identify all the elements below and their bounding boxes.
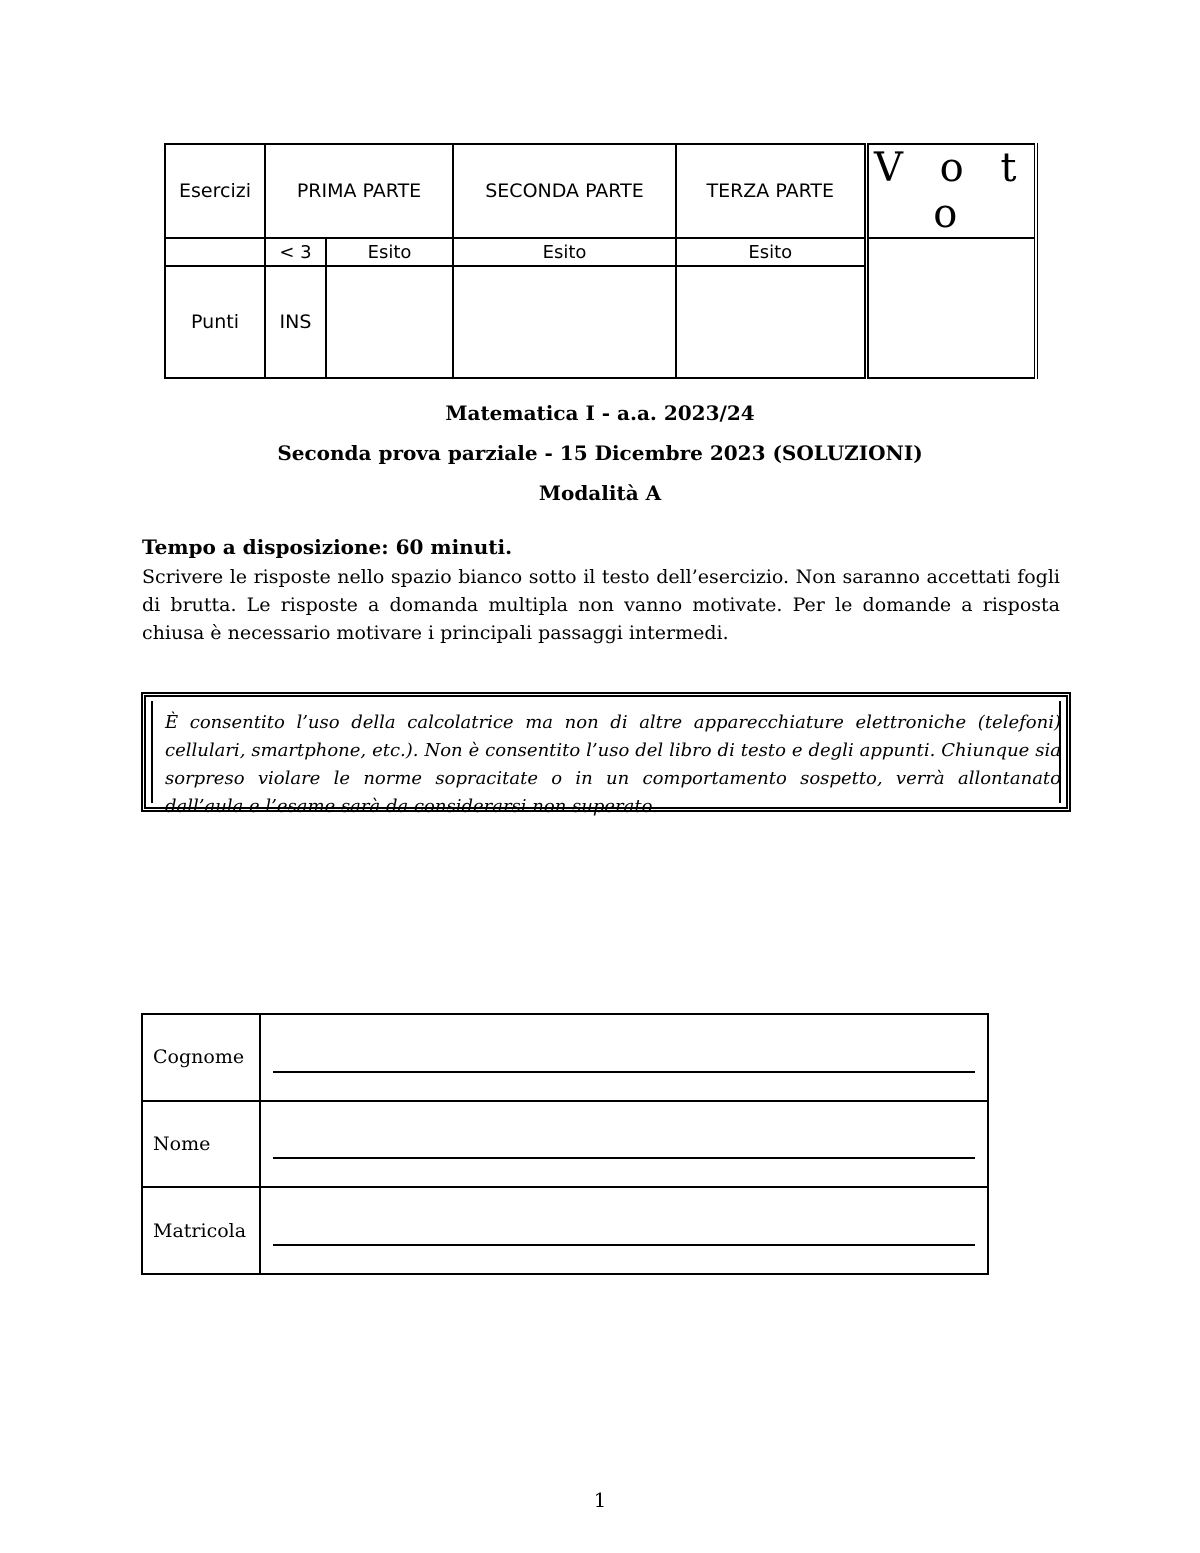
time-allowed: Tempo a disposizione: 60 minuti. xyxy=(142,535,513,559)
sub-esito-terza: Esito xyxy=(676,238,866,266)
header-terza-parte: TERZA PARTE xyxy=(676,144,866,238)
page-number: 1 xyxy=(593,1488,607,1512)
warning-text: È consentito l’uso della calcolatrice ma non di altre apparecchiature elettroniche (telefoni) cellulari, smartphone, etc.). Non è consentito l’uso del libro di testo e degli appunti. Chiunque sia sorpreso violare le norme sopracitate o in un comportamento sospetto, verrà allontanato dall’aula e l’esame sarà da considerarsi non superato. xyxy=(165,712,1061,817)
sub-less-than-3: < 3 xyxy=(265,238,326,266)
points-prima-cell[interactable] xyxy=(326,266,453,378)
sub-empty-cell xyxy=(165,238,265,266)
points-seconda-cell[interactable] xyxy=(453,266,676,378)
name-line xyxy=(273,1157,975,1159)
score-table xyxy=(164,143,1038,379)
header-seconda-parte: SECONDA PARTE xyxy=(453,144,676,238)
name-label: Nome xyxy=(142,1101,260,1188)
warning-inner-frame xyxy=(151,701,1061,817)
header-esercizi: Esercizi xyxy=(165,144,265,238)
id-line xyxy=(273,1244,975,1246)
name-field[interactable] xyxy=(260,1101,988,1188)
course-title: Matematica I - a.a. 2023/24 xyxy=(445,401,755,425)
header-prima-parte: PRIMA PARTE xyxy=(265,144,453,238)
surname-line xyxy=(273,1071,975,1073)
exam-title: Seconda prova parziale - 15 Dicembre 2023 (SOLUZIONI) xyxy=(277,441,923,465)
mode-title: Modalità A xyxy=(538,481,662,505)
id-label: Matricola xyxy=(142,1187,260,1274)
points-label: Punti xyxy=(165,266,265,378)
points-terza-cell[interactable] xyxy=(676,266,866,378)
instructions-paragraph: Scrivere le risposte nello spazio bianco sotto il testo dell’esercizio. Non saranno accettati fogli di brutta. Le risposte a domanda multipla non vanno motivate. Per le domande a risposta chiusa è necessario motivare i principali passaggi intermedi. xyxy=(142,566,1060,644)
id-field[interactable] xyxy=(260,1187,988,1274)
student-info-table xyxy=(141,1013,989,1275)
points-ins: INS xyxy=(265,266,326,378)
voto-cell[interactable] xyxy=(866,238,1036,378)
surname-field[interactable] xyxy=(260,1014,988,1101)
header-voto: V o t o xyxy=(866,144,1036,238)
sub-esito-prima: Esito xyxy=(326,238,453,266)
warning-box xyxy=(141,692,1071,817)
sub-esito-seconda: Esito xyxy=(453,238,676,266)
surname-label: Cognome xyxy=(142,1014,260,1101)
